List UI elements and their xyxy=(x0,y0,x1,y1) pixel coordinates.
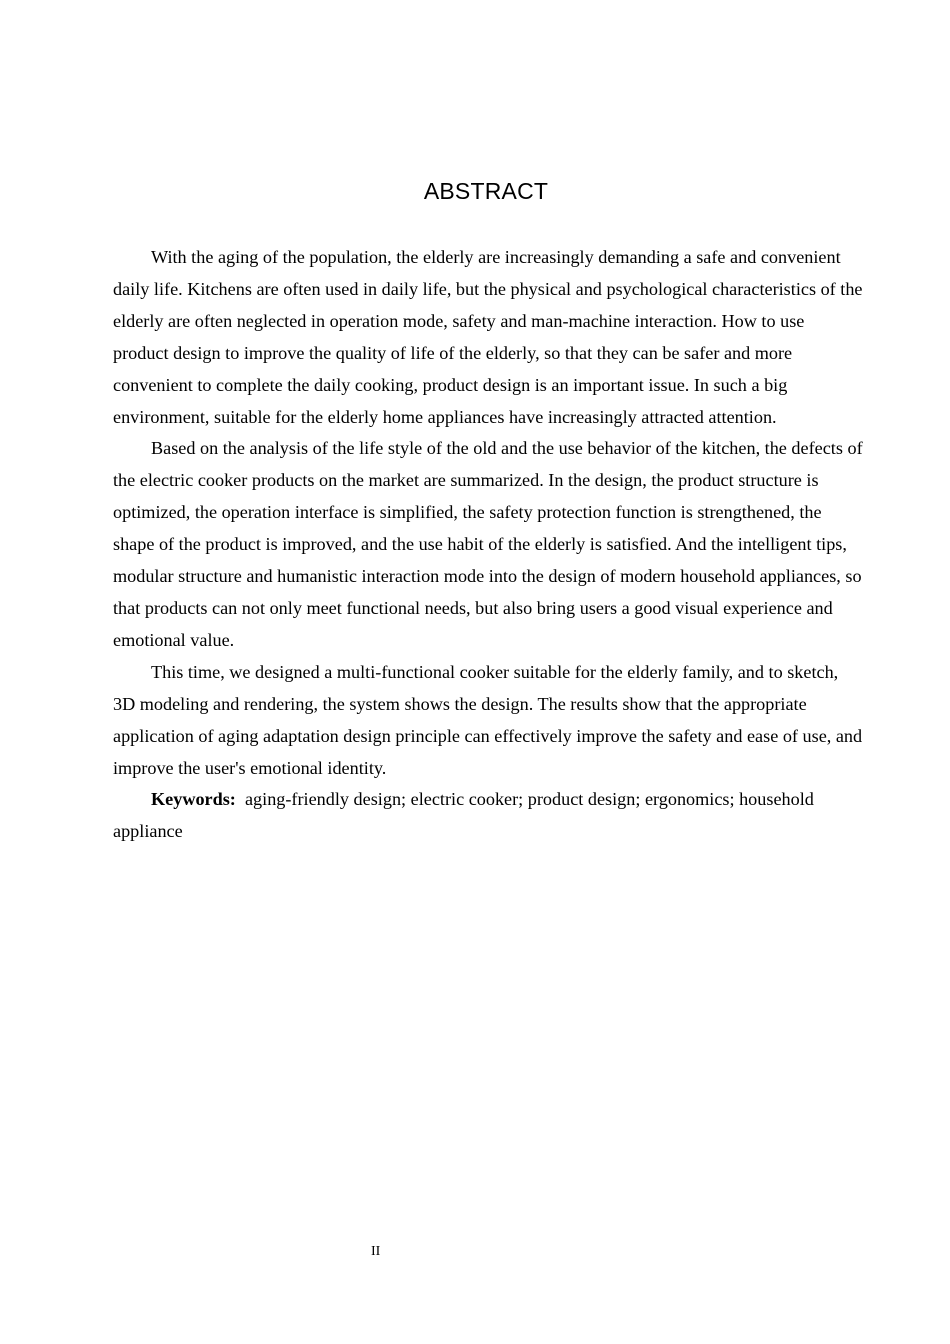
abstract-body xyxy=(113,242,863,848)
keywords-label: Keywords: xyxy=(151,789,236,810)
page-number: II xyxy=(371,1244,381,1259)
abstract-paragraph-3: This time, we designed a multi-functional cooker suitable for the elderly family, and to sketch, 3D modeling and rendering, the system shows the design. The results show that the appropriate application of aging adaptation design principle can effectively improve the safety and ease of use, and improve the user's emotional identity. xyxy=(113,661,863,778)
abstract-title: ABSTRACT xyxy=(423,178,549,204)
abstract-paragraph-2: Based on the analysis of the life style of the old and the use behavior of the kitchen, the defects of the electric cooker products on the market are summarized. In the design, the product structure is optimized, the operation interface is simplified, the safety protection function is strengthened, the shape of the product is improved, and the use habit of the elderly is satisfied. And the intelligent tips, modular structure and humanistic interaction mode into the design of modern household appliances, so that products can not only meet functional needs, but also bring users a good visual experience and emotional value. xyxy=(113,438,863,650)
keywords-list: aging-friendly design; electric cooker; product design; ergonomics; household appliance xyxy=(113,789,814,842)
abstract-paragraph-1: With the aging of the population, the elderly are increasingly demanding a safe and convenient daily life. Kitchens are often used in daily life, but the physical and psychological characteristics of the elderly are often neglected in operation mode, safety and man-machine interaction. How to use product design to improve the quality of life of the elderly, so that they can be safer and more convenient to complete the daily cooking, product design is an important issue. In such a big environment, suitable for the elderly home appliances have increasingly attracted attention. xyxy=(113,247,863,427)
keywords-paragraph xyxy=(113,784,863,848)
